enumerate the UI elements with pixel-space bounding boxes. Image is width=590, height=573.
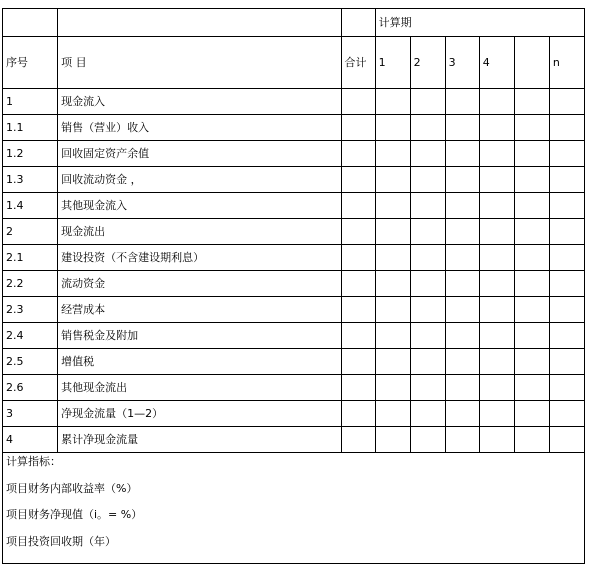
row-value-cell	[375, 193, 410, 219]
row-item: 累计净现金流量	[58, 427, 341, 453]
row-item: 回收固定资产余值	[58, 141, 341, 167]
row-seq: 2.2	[3, 271, 58, 297]
row-value-cell	[341, 219, 375, 245]
row-value-cell	[514, 349, 549, 375]
header-row-top	[3, 9, 585, 37]
row-value-cell	[410, 401, 445, 427]
header-period-1: 1	[375, 37, 410, 89]
row-item: 建设投资（不含建设期利息）	[58, 245, 341, 271]
row-value-cell	[549, 401, 584, 427]
row-value-cell	[479, 167, 514, 193]
row-value-cell	[445, 219, 479, 245]
row-value-cell	[410, 297, 445, 323]
row-value-cell	[445, 427, 479, 453]
row-value-cell	[341, 271, 375, 297]
row-value-cell	[375, 427, 410, 453]
row-value-cell	[375, 115, 410, 141]
row-seq: 1.4	[3, 193, 58, 219]
row-value-cell	[410, 219, 445, 245]
row-value-cell	[410, 323, 445, 349]
footer-line: 项目投资回收期（年）	[6, 534, 116, 548]
table-row	[3, 245, 585, 271]
row-value-cell	[375, 297, 410, 323]
table-row	[3, 349, 585, 375]
row-value-cell	[549, 375, 584, 401]
row-value-cell	[445, 297, 479, 323]
row-value-cell	[341, 401, 375, 427]
row-value-cell	[479, 427, 514, 453]
row-value-cell	[445, 193, 479, 219]
row-value-cell	[410, 375, 445, 401]
row-value-cell	[479, 271, 514, 297]
row-value-cell	[410, 349, 445, 375]
table-row	[3, 375, 585, 401]
row-value-cell	[375, 401, 410, 427]
row-value-cell	[445, 349, 479, 375]
row-value-cell	[445, 271, 479, 297]
header-seq: 序号	[3, 37, 58, 89]
row-seq: 4	[3, 427, 58, 453]
row-value-cell	[549, 167, 584, 193]
table-row	[3, 141, 585, 167]
row-value-cell	[410, 115, 445, 141]
table-row	[3, 115, 585, 141]
row-value-cell	[549, 427, 584, 453]
row-seq: 1.3	[3, 167, 58, 193]
row-value-cell	[514, 141, 549, 167]
header-item: 项 目	[58, 37, 341, 89]
table-row	[3, 89, 585, 115]
footer-line: 项目财务净现值（i。= %）	[6, 508, 143, 521]
row-seq: 1	[3, 89, 58, 115]
row-value-cell	[341, 193, 375, 219]
row-value-cell	[341, 375, 375, 401]
table-row	[3, 193, 585, 219]
row-value-cell	[341, 141, 375, 167]
header-row-bottom	[3, 37, 585, 89]
header-period-2: 2	[410, 37, 445, 89]
cash-flow-table	[2, 8, 585, 564]
header-blank-seq	[3, 9, 58, 37]
row-value-cell	[479, 245, 514, 271]
row-value-cell	[410, 141, 445, 167]
row-value-cell	[445, 323, 479, 349]
row-seq: 2.6	[3, 375, 58, 401]
row-value-cell	[445, 115, 479, 141]
row-value-cell	[549, 271, 584, 297]
row-value-cell	[410, 427, 445, 453]
row-value-cell	[549, 89, 584, 115]
row-value-cell	[410, 245, 445, 271]
row-item: 流动资金	[58, 271, 341, 297]
row-value-cell	[549, 245, 584, 271]
row-value-cell	[514, 193, 549, 219]
row-item: 增值税	[58, 349, 341, 375]
row-value-cell	[375, 167, 410, 193]
row-value-cell	[445, 89, 479, 115]
footer-indicators	[3, 453, 585, 564]
row-seq: 2.3	[3, 297, 58, 323]
table-row	[3, 323, 585, 349]
row-item: 回收流动资金 ，	[58, 167, 341, 193]
footer-row	[3, 453, 585, 564]
row-value-cell	[445, 375, 479, 401]
row-value-cell	[445, 245, 479, 271]
row-item: 现金流出	[58, 219, 341, 245]
header-blank-item	[58, 9, 341, 37]
row-value-cell	[549, 349, 584, 375]
row-value-cell	[549, 297, 584, 323]
row-value-cell	[479, 115, 514, 141]
row-value-cell	[479, 219, 514, 245]
row-value-cell	[549, 115, 584, 141]
header-total-cell-top	[341, 9, 375, 37]
row-value-cell	[549, 323, 584, 349]
table-row	[3, 427, 585, 453]
row-value-cell	[514, 219, 549, 245]
row-item: 经营成本	[58, 297, 341, 323]
row-value-cell	[549, 193, 584, 219]
header-period: 计算期	[375, 9, 584, 37]
row-value-cell	[375, 219, 410, 245]
table-row	[3, 219, 585, 245]
row-value-cell	[341, 245, 375, 271]
row-value-cell	[375, 349, 410, 375]
row-value-cell	[341, 349, 375, 375]
row-value-cell	[341, 89, 375, 115]
row-value-cell	[549, 141, 584, 167]
row-value-cell	[341, 297, 375, 323]
row-value-cell	[514, 245, 549, 271]
row-item: 现金流入	[58, 89, 341, 115]
row-seq: 3	[3, 401, 58, 427]
row-value-cell	[341, 427, 375, 453]
row-value-cell	[375, 271, 410, 297]
footer-title: 计算指标：	[6, 455, 61, 468]
row-value-cell	[514, 401, 549, 427]
row-value-cell	[514, 297, 549, 323]
header-period-3: 3	[445, 37, 479, 89]
row-value-cell	[514, 375, 549, 401]
row-value-cell	[410, 167, 445, 193]
table-row	[3, 297, 585, 323]
footer-line: 项目财务内部收益率（%）	[6, 481, 138, 495]
row-value-cell	[479, 297, 514, 323]
row-value-cell	[514, 167, 549, 193]
row-value-cell	[549, 219, 584, 245]
row-item: 净现金流量（1—2）	[58, 401, 341, 427]
header-period-4: 4	[479, 37, 514, 89]
row-value-cell	[375, 141, 410, 167]
row-value-cell	[445, 167, 479, 193]
row-value-cell	[514, 427, 549, 453]
row-value-cell	[341, 115, 375, 141]
row-value-cell	[514, 323, 549, 349]
row-seq: 2.1	[3, 245, 58, 271]
row-value-cell	[514, 271, 549, 297]
table-row	[3, 271, 585, 297]
row-seq: 1.2	[3, 141, 58, 167]
row-value-cell	[514, 115, 549, 141]
row-value-cell	[375, 375, 410, 401]
row-item: 销售（营业）收入	[58, 115, 341, 141]
row-seq: 1.1	[3, 115, 58, 141]
row-value-cell	[445, 141, 479, 167]
row-value-cell	[479, 193, 514, 219]
row-value-cell	[341, 167, 375, 193]
row-value-cell	[375, 323, 410, 349]
row-value-cell	[445, 401, 479, 427]
row-value-cell	[410, 271, 445, 297]
row-value-cell	[514, 89, 549, 115]
row-value-cell	[479, 323, 514, 349]
row-item: 其他现金流出	[58, 375, 341, 401]
row-seq: 2	[3, 219, 58, 245]
row-value-cell	[479, 349, 514, 375]
row-item: 销售税金及附加	[58, 323, 341, 349]
row-value-cell	[479, 89, 514, 115]
row-value-cell	[341, 323, 375, 349]
table-row	[3, 401, 585, 427]
row-item: 其他现金流入	[58, 193, 341, 219]
header-period-n: n	[549, 37, 584, 89]
row-value-cell	[375, 245, 410, 271]
table-row	[3, 167, 585, 193]
row-value-cell	[479, 141, 514, 167]
row-value-cell	[479, 375, 514, 401]
row-value-cell	[410, 193, 445, 219]
row-value-cell	[479, 401, 514, 427]
row-seq: 2.5	[3, 349, 58, 375]
row-value-cell	[410, 89, 445, 115]
header-total: 合计	[341, 37, 375, 89]
row-seq: 2.4	[3, 323, 58, 349]
row-value-cell	[375, 89, 410, 115]
header-period-blank	[514, 37, 549, 89]
